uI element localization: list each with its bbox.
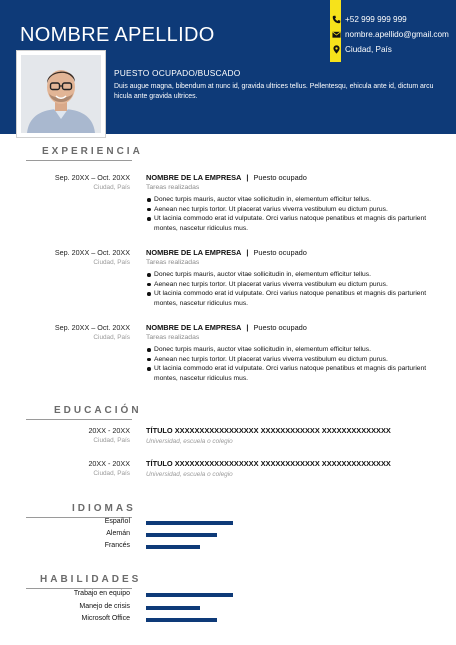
heading-separator: | xyxy=(246,323,249,332)
skill-row xyxy=(0,615,456,627)
skill-label: Microsoft Office xyxy=(81,615,130,622)
language-row xyxy=(0,542,456,554)
role-name: Puesto ocupado xyxy=(253,323,307,332)
language-level-fill xyxy=(146,521,233,525)
profile-photo xyxy=(21,55,101,133)
skill-row xyxy=(0,590,456,602)
skill-level-track xyxy=(146,593,296,597)
heading-separator: | xyxy=(246,248,249,257)
entry-subtitle: Tareas realizadas xyxy=(146,184,200,191)
section-title-languages: IDIOMAS xyxy=(72,503,136,514)
section-rule-skills xyxy=(26,588,132,589)
language-label: Francés xyxy=(104,542,130,549)
task-list xyxy=(146,345,446,383)
task-item: Aenean nec turpis tortor. Ut placerat varius viverra vestibulum eu dictum purus. xyxy=(146,280,446,290)
section-title-skills: HABILIDADES xyxy=(40,574,142,585)
institution-name: Universidad, escuela o colegio xyxy=(146,438,233,445)
entry-dates: 20XX - 20XX xyxy=(88,426,130,435)
section-rule-experience xyxy=(26,160,132,161)
language-level-track xyxy=(146,533,296,537)
position-title: PUESTO OCUPADO/BUSCADO xyxy=(114,68,241,78)
task-item: Aenean nec turpis tortor. Ut placerat varius viverra vestibulum eu dictum purus. xyxy=(146,205,446,215)
entry-subtitle: Tareas realizadas xyxy=(146,259,200,266)
entry-place: Ciudad, País xyxy=(93,437,130,444)
skill-label: Trabajo en equipo xyxy=(73,590,130,597)
task-list xyxy=(146,195,446,233)
skill-level-fill xyxy=(146,606,200,610)
phone-icon xyxy=(332,15,341,24)
email-text: nombre.apellido@gmail.com xyxy=(345,30,449,39)
phone-text: +52 999 999 999 xyxy=(345,15,407,24)
entry-place: Ciudad, País xyxy=(93,334,130,341)
language-level-fill xyxy=(146,545,200,549)
heading-separator: | xyxy=(246,173,249,182)
entry-dates: 20XX - 20XX xyxy=(88,459,130,468)
role-name: Puesto ocupado xyxy=(253,248,307,257)
degree-title: TÍTULO XXXXXXXXXXXXXXXXX XXXXXXXXXXXX XXXXXXXXXXXXXX xyxy=(146,459,391,468)
role-name: Puesto ocupado xyxy=(253,173,307,182)
entry-dates: Sep. 20XX – Oct. 20XX xyxy=(54,248,130,257)
section-title-experience: EXPERIENCIA xyxy=(42,146,143,157)
full-name: NOMBRE APELLIDO xyxy=(20,24,215,46)
language-label: Alemán xyxy=(106,530,130,537)
entry-place: Ciudad, País xyxy=(93,184,130,191)
entry-heading xyxy=(146,248,307,257)
language-label: Español xyxy=(104,518,130,525)
institution-name: Universidad, escuela o colegio xyxy=(146,471,233,478)
skill-row xyxy=(0,603,456,615)
task-item: Ut lacinia commodo erat id vulputate. Orci varius natoque penatibus et magnis dis parturient montes, nascetur ridiculus mus. xyxy=(146,214,446,233)
language-level-track xyxy=(146,545,296,549)
contact-phone xyxy=(332,12,456,27)
envelope-icon xyxy=(332,30,341,39)
company-name: NOMBRE DE LA EMPRESA xyxy=(146,323,242,332)
task-item: Donec turpis mauris, auctor vitae sollicitudin in, elementum efficitur tellus. xyxy=(146,270,446,280)
language-level-track xyxy=(146,521,296,525)
skill-level-track xyxy=(146,618,296,622)
contact-location xyxy=(332,42,456,57)
task-item: Aenean nec turpis tortor. Ut placerat varius viverra vestibulum eu dictum purus. xyxy=(146,355,446,365)
language-row xyxy=(0,518,456,530)
skill-level-track xyxy=(146,606,296,610)
task-item: Donec turpis mauris, auctor vitae sollicitudin in, elementum efficitur tellus. xyxy=(146,195,446,205)
degree-title: TÍTULO XXXXXXXXXXXXXXXXX XXXXXXXXXXXX XXXXXXXXXXXXXX xyxy=(146,426,391,435)
skill-label: Manejo de crisis xyxy=(79,603,130,610)
location-text: Ciudad, País xyxy=(345,45,392,54)
entry-dates: Sep. 20XX – Oct. 20XX xyxy=(54,323,130,332)
contact-block xyxy=(332,12,456,57)
location-pin-icon xyxy=(332,45,341,54)
section-title-education: EDUCACIÓN xyxy=(54,405,142,416)
company-name: NOMBRE DE LA EMPRESA xyxy=(146,248,242,257)
company-name: NOMBRE DE LA EMPRESA xyxy=(146,173,242,182)
section-rule-education xyxy=(26,419,132,420)
skill-level-fill xyxy=(146,593,233,597)
profile-summary: Duis augue magna, bibendum at nunc id, gravida ultrices tellus. Pellentesqu, ehicula ante id, dictum arcu hicula ante gravida ultrices. xyxy=(114,83,434,100)
entry-heading xyxy=(146,173,307,182)
task-item: Donec turpis mauris, auctor vitae sollicitudin in, elementum efficitur tellus. xyxy=(146,345,446,355)
entry-subtitle: Tareas realizadas xyxy=(146,334,200,341)
task-list xyxy=(146,270,446,308)
entry-place: Ciudad, País xyxy=(93,259,130,266)
task-item: Ut lacinia commodo erat id vulputate. Orci varius natoque penatibus et magnis dis parturient montes, nascetur ridiculus mus. xyxy=(146,289,446,308)
contact-email xyxy=(332,27,456,42)
language-row xyxy=(0,530,456,542)
entry-dates: Sep. 20XX – Oct. 20XX xyxy=(54,173,130,182)
skill-level-fill xyxy=(146,618,217,622)
task-item: Ut lacinia commodo erat id vulputate. Orci varius natoque penatibus et magnis dis parturient montes, nascetur ridiculus mus. xyxy=(146,364,446,383)
entry-heading xyxy=(146,323,307,332)
language-level-fill xyxy=(146,533,217,537)
entry-place: Ciudad, País xyxy=(93,470,130,477)
profile-photo-frame xyxy=(16,50,106,138)
